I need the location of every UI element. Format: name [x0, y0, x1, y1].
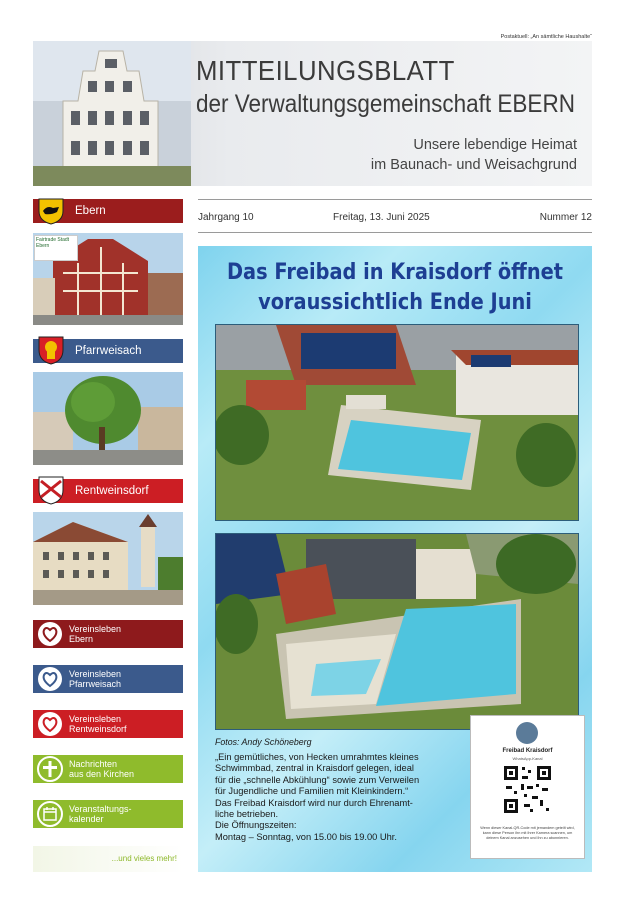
qr-subtitle: WhatsApp-Kanal [512, 756, 543, 761]
body-line: für die „schnelle Abkühlung“ sowie zum Verweilen [215, 774, 420, 785]
article-body [215, 752, 465, 843]
heart-people-icon [37, 711, 63, 737]
rentweinsdorf-crest-icon [37, 475, 65, 505]
ebern-townhall-photo [33, 233, 183, 325]
pfarrweisach-crest-icon [37, 335, 65, 365]
club-line-2: Ebern [69, 634, 94, 644]
issue-number: Nummer 12 [539, 212, 592, 223]
pool-photo-1 [215, 324, 579, 521]
sidebar-item-label: Ebern [75, 205, 106, 217]
headline-line-1: Das Freibad in Kraisdorf öffnet [226, 259, 563, 285]
more-content-link[interactable] [33, 846, 183, 872]
sidebar-item-label: Pfarrweisach [75, 345, 142, 357]
castle-photo [33, 41, 191, 186]
meta-rule-bottom [198, 232, 592, 233]
fairtrade-badge: Fairtrade Stadt Ebern [34, 235, 78, 261]
sidebar-item-kirchen[interactable] [33, 755, 183, 783]
body-line: Das Freibad Kraisdorf wird nur durch Ehrenamt- [215, 797, 413, 808]
sidebar-item-rentweinsdorf[interactable] [33, 479, 183, 503]
channel-avatar [516, 722, 538, 744]
sidebar-item-kalender[interactable] [33, 800, 183, 828]
more-label: ...und vieles mehr! [111, 854, 177, 863]
body-line: „Ein gemütliches, von Hecken umrahmtes kleines [215, 752, 419, 762]
sidebar-item-vereinsleben-rentweinsdorf[interactable] [33, 710, 183, 738]
qr-instructions: Wenn dieser Kanal-QR-Code mit jemandem geteilt wird, kann diese Person ihn mit ihrer Kamera scannen, um deinem Kanal anzusehen und ihn zu abonnieren. [480, 826, 575, 840]
pfarrweisach-photo [33, 372, 183, 465]
sidebar-item-pfarrweisach[interactable] [33, 339, 183, 363]
heart-people-icon [37, 621, 63, 647]
qr-code-icon [502, 764, 553, 815]
rentweinsdorf-photo [33, 512, 183, 605]
club-line-2: Rentweinsdorf [69, 724, 127, 734]
club-line-1: Vereinsleben [69, 714, 122, 724]
body-line: Montag – Sonntag, von 15.00 bis 19.00 Uhr. [215, 831, 397, 842]
masthead-title: MITTEILUNGSBLATT [196, 55, 455, 86]
sidebar-item-vereinsleben-pfarrweisach[interactable] [33, 665, 183, 693]
pool-photo-2 [215, 533, 579, 730]
qr-card[interactable] [470, 715, 585, 859]
photo-credit: Fotos: Andy Schöneberg [215, 737, 312, 747]
calendar-icon [37, 801, 63, 827]
meta-rule-top [198, 199, 592, 200]
club-line-1: Veranstaltungs- [69, 804, 132, 814]
slogan-line-1: Unsere lebendige Heimat [413, 137, 577, 153]
club-line-1: Vereinsleben [69, 624, 122, 634]
body-line: für Jugendliche und Familien mit Kleinkindern.“ [215, 786, 409, 797]
club-line-2: kalender [69, 814, 104, 824]
masthead-subtitle: der Verwaltungsgemeinschaft EBERN [196, 90, 575, 118]
club-line-1: Nachrichten [69, 759, 118, 769]
body-line: liche betrieben. [215, 809, 279, 820]
body-line: Die Öffnungszeiten: [215, 820, 297, 831]
club-line-2: Pfarrweisach [69, 679, 122, 689]
postal-note: Postaktuell: „An sämtliche Haushalte“ [500, 34, 592, 40]
club-line-2: aus den Kirchen [69, 769, 135, 779]
sidebar-item-label: Rentweinsdorf [75, 485, 149, 497]
qr-title: Freibad Kraisdorf [502, 748, 553, 754]
ebern-crest-icon [37, 197, 65, 225]
slogan-line-2: im Baunach- und Weisachgrund [370, 157, 577, 173]
volume-label: Jahrgang 10 [198, 212, 254, 223]
body-line: Schwimmbad, zentral in Kraisdorf gelegen, ideal [215, 763, 414, 774]
cross-icon [37, 756, 63, 782]
club-line-1: Vereinsleben [69, 669, 122, 679]
sidebar-item-ebern[interactable] [33, 199, 183, 223]
sidebar-item-vereinsleben-ebern[interactable] [33, 620, 183, 648]
heart-people-icon [37, 666, 63, 692]
issue-date: Freitag, 13. Juni 2025 [333, 212, 430, 223]
headline-line-2: voraussichtlich Ende Juni [258, 289, 532, 315]
